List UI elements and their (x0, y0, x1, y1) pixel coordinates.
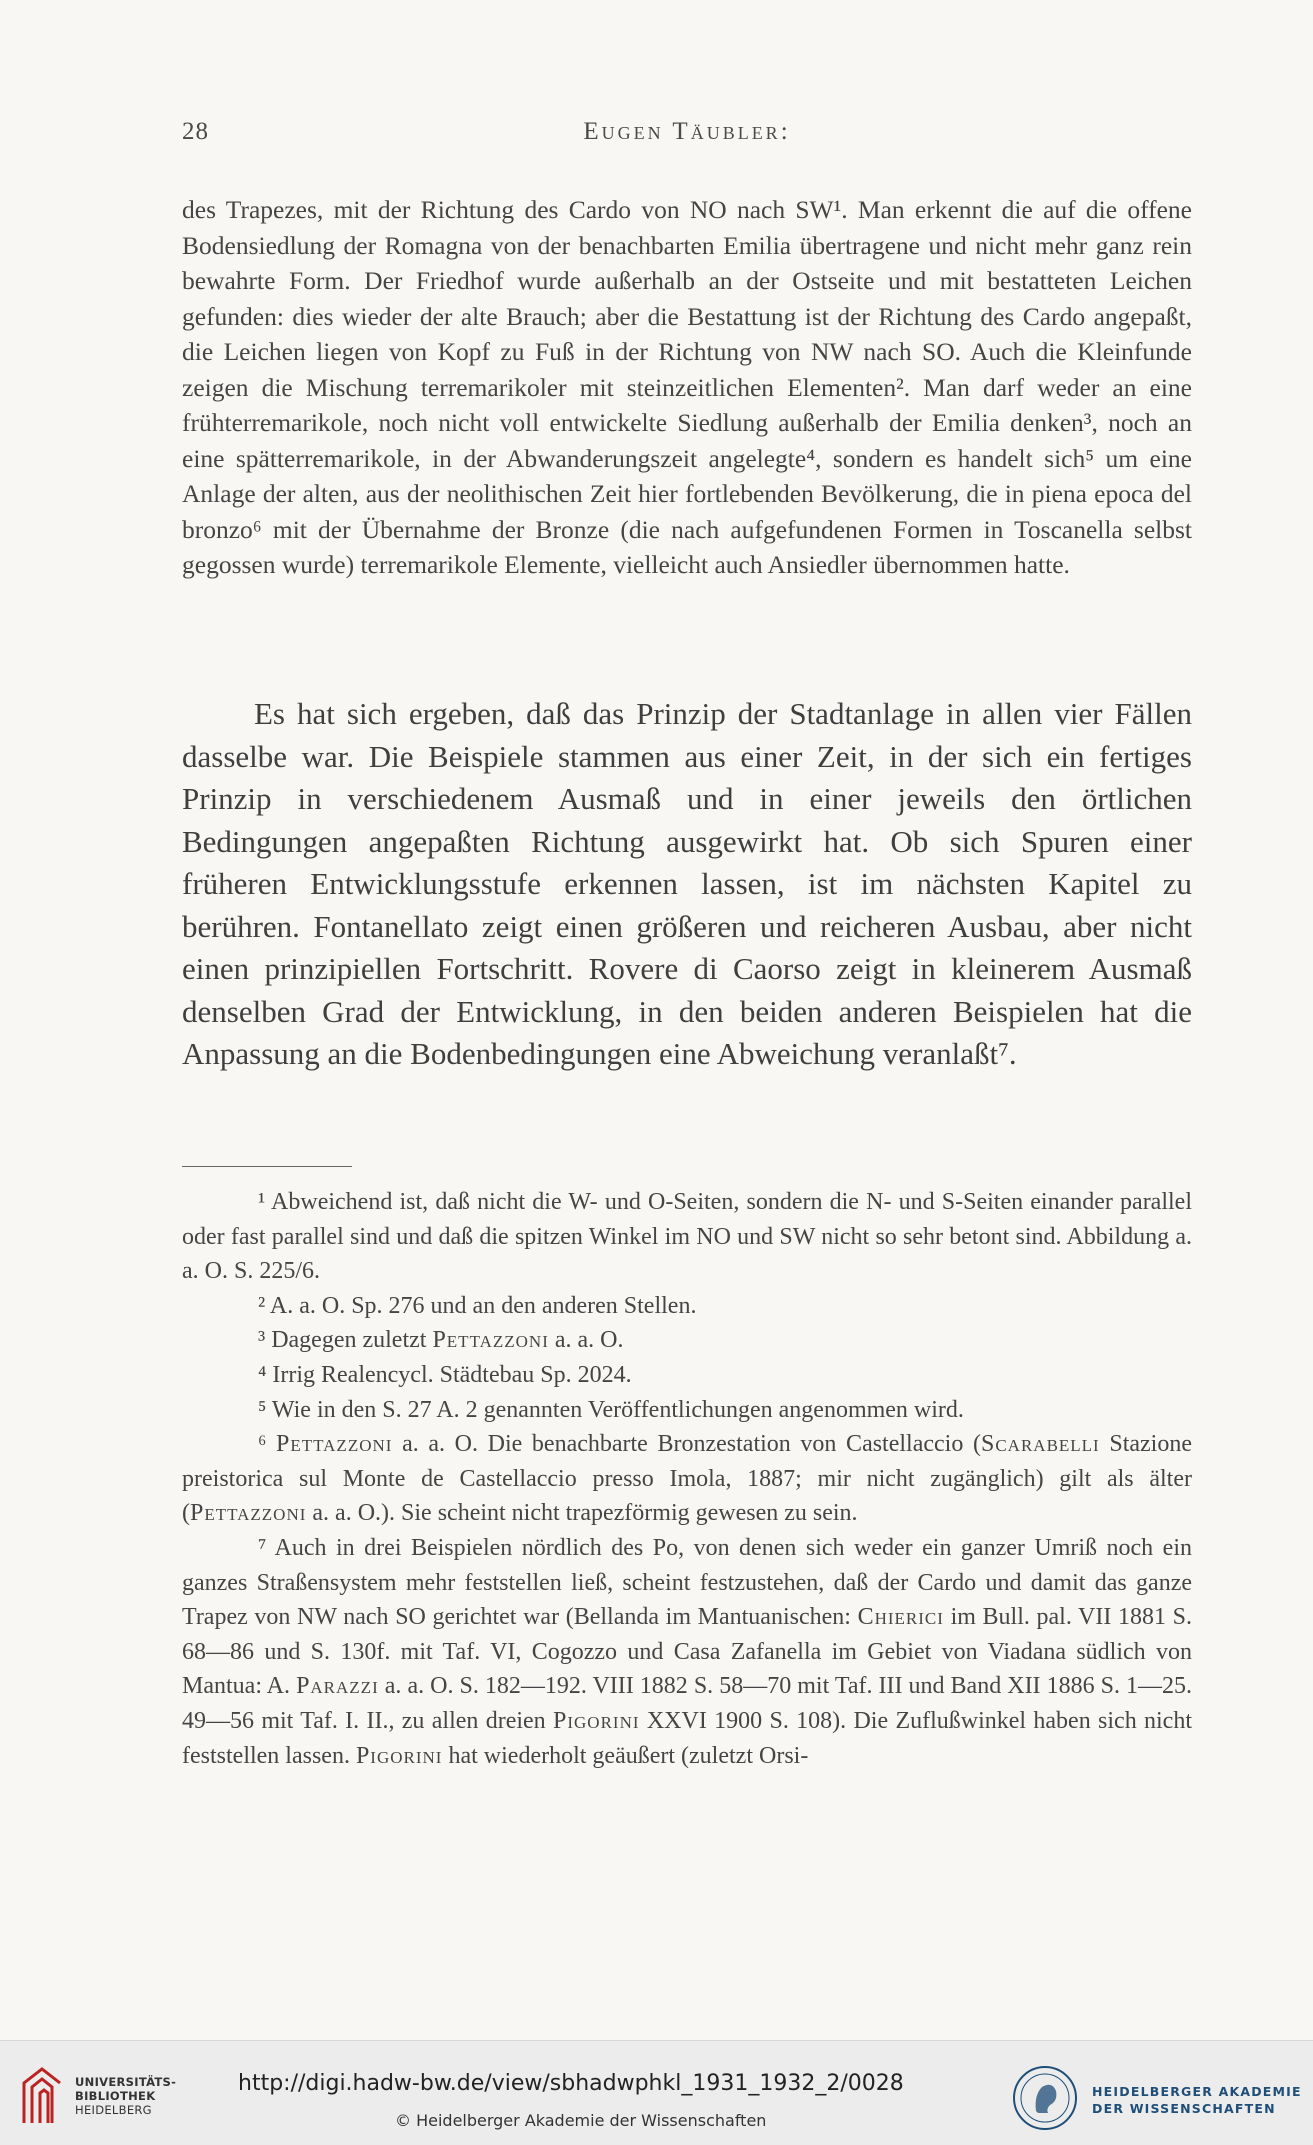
footnote-text: a. a. O. S. 182—192. VIII 1882 S. 58—70 mit Taf. III und Band XII 1886 S. 1—25. 49—56 mit Taf. I. II., zu allen dreien (182, 1673, 1192, 1734)
library-name-line: UNIVERSITÄTS- (75, 2075, 177, 2089)
footnote-6 (182, 1427, 1192, 1531)
footnote-3 (182, 1323, 1192, 1358)
paragraph-text: Es hat sich ergeben, daß das Prinzip der Stadtanlage in allen vier Fällen dasselbe war. Die Beispiele stammen aus einer Zeit, in der sich ein fertiges Prinzip in verschiedenem Ausmaß und in einer jeweils den örtlichen Bedingungen angepaßten Richtung ausgewirkt hat. Ob sich Spuren einer früheren Entwicklungsstufe erkennen lassen, ist im nächsten Kapitel zu berühren. Fontanellato zeigt einen größeren und reicheren Ausbau, aber nicht einen prinzipiellen Fortschritt. Rovere di Caorso zeigt in kleinerem Ausmaß denselben Grad der Entwicklung, in den beiden anderen Beispielen hat die Anpassung an die Bodenbedingungen eine Abweichung veranlaßt⁷. (182, 696, 1192, 1071)
body-paragraph-2 (182, 693, 1192, 1076)
footnote-text: a. a. O. Die benachbarte Bronzestation von Castellaccio ( (392, 1431, 981, 1458)
footnote-text: ⁷ Auch in drei Beispielen nördlich des Po, von denen sich weder ein ganzer Umriß noch ein ganzes Straßensystem mehr feststellen ließ, scheint festzustehen, daß der Cardo und damit das ganze Trapez von NW nach SO gerichtet war (Bellanda im Mantuanischen: (182, 1534, 1192, 1631)
author-name: Scarabelli (980, 1431, 1100, 1458)
footnote-1: ¹ Abweichend ist, daß nicht die W- und O-Seiten, sondern die N- und S-Seiten einander parallel oder fast parallel sind und daß die spitzen Winkel im NO und SW nicht so sehr betont sind. Abbildung a. a. O. S. 225/6. (182, 1189, 1192, 1285)
body-paragraph-1 (182, 192, 1192, 583)
footnote-text: XXVI 1900 S. 108). Die Zuflußwinkel haben sich nicht feststellen lassen. (182, 1707, 1193, 1769)
footnote-4: ⁴ Irrig Realencycl. Städtebau Sp. 2024. (258, 1361, 632, 1388)
footnote-5: ⁵ Wie in den S. 27 A. 2 genannten Veröffentlichungen angenommen wird. (258, 1396, 964, 1423)
permalink-url[interactable]: http://digi.hadw-bw.de/view/sbhadwphkl_1931_1932_2/0028 (238, 2071, 904, 2096)
paragraph-text: des Trapezes, mit der Richtung des Cardo von NO nach SW¹. Man erkennt die auf die offene Bodensiedlung der Romagna von der benachbarten Emilia übertragene und nicht mehr ganz rein bewahrte Form. Der Friedhof wurde außerhalb an der Ostseite und mit bestatteten Leichen gefunden: dies wieder der alte Brauch; aber die Bestattung ist der Richtung des Cardo angepaßt, die Leichen liegen von Kopf zu Fuß in der Richtung von NW nach SO. Auch die Kleinfunde zeigen die Mischung terremarikoler mit steinzeitlichen Elementen². Man darf weder an eine frühterremarikole, noch nicht voll entwickelte Siedlung außerhalb der Emilia denken³, noch an eine spätterremarikole, in der Abwanderungszeit angelegte⁴, sondern es handelt sich⁵ um eine Anlage der alten, aus der neolithischen Zeit hier fortlebenden Bevölkerung, die in piena epoca del bronzo⁶ mit der Übernahme der Bronze (die nach aufgefundenen Formen in Toscanella selbst gegossen wurde) terremarikole Elemente, vielleicht auch Ansiedler übernommen hatte. (182, 195, 1192, 579)
viewer-footer (0, 2040, 1313, 2145)
author-name: Parazzi (296, 1673, 379, 1700)
academy-name-line: DER WISSENSCHAFTEN (1092, 2101, 1276, 2116)
footnote-2: ² A. a. O. Sp. 276 und an den anderen Stellen. (258, 1292, 697, 1319)
page-number: 28 (182, 118, 209, 145)
copyright-notice: © Heidelberger Akademie der Wissenschaften (395, 2111, 767, 2130)
footnote-text: a. a. O.). Sie scheint nicht trapezförmig gewesen zu sein. (306, 1500, 858, 1527)
footnote-text: im Bull. pal. VII 1881 S. 68—86 und S. 130f. mit Taf. VI, Cogozzo und Casa Zafanella im Gebiet von Viadana südlich von Mantua: A. (182, 1604, 1193, 1700)
academy-name-line: HEIDELBERGER AKADEMIE (1092, 2084, 1302, 2099)
running-title: Eugen Täubler: (583, 118, 791, 145)
footnotes (182, 1185, 1192, 1773)
academy-seal-icon (1012, 2065, 1078, 2131)
author-name: Pettazzoni (276, 1431, 393, 1458)
author-name: Pettazzoni (190, 1500, 307, 1527)
author-name: Pettazzoni (432, 1327, 549, 1354)
footnote-text: Stazione preistorica sul Monte de Castellaccio presso Imola, 1887; mir nicht zugänglich) gilt als älter ( (182, 1431, 1192, 1527)
footnote-text: a. a. O. (548, 1327, 624, 1354)
page-header (182, 118, 1192, 148)
author-name: Chierici (857, 1604, 944, 1631)
footnote-text: ⁶ (258, 1431, 267, 1458)
footnote-7 (182, 1531, 1192, 1773)
library-logo-icon (14, 2065, 64, 2125)
footnote-text: ³ Dagegen zuletzt (258, 1327, 427, 1354)
library-name-line: BIBLIOTHEK (75, 2089, 156, 2103)
footnote-text: hat wiederholt geäußert (zuletzt Orsi- (442, 1742, 809, 1769)
footnote-divider (182, 1166, 352, 1167)
library-name (75, 2075, 176, 2117)
author-name: Pigorini (355, 1742, 443, 1769)
author-name: Pigorini (553, 1707, 640, 1734)
library-name-line: HEIDELBERG (75, 2103, 152, 2117)
academy-name (1092, 2083, 1302, 2117)
